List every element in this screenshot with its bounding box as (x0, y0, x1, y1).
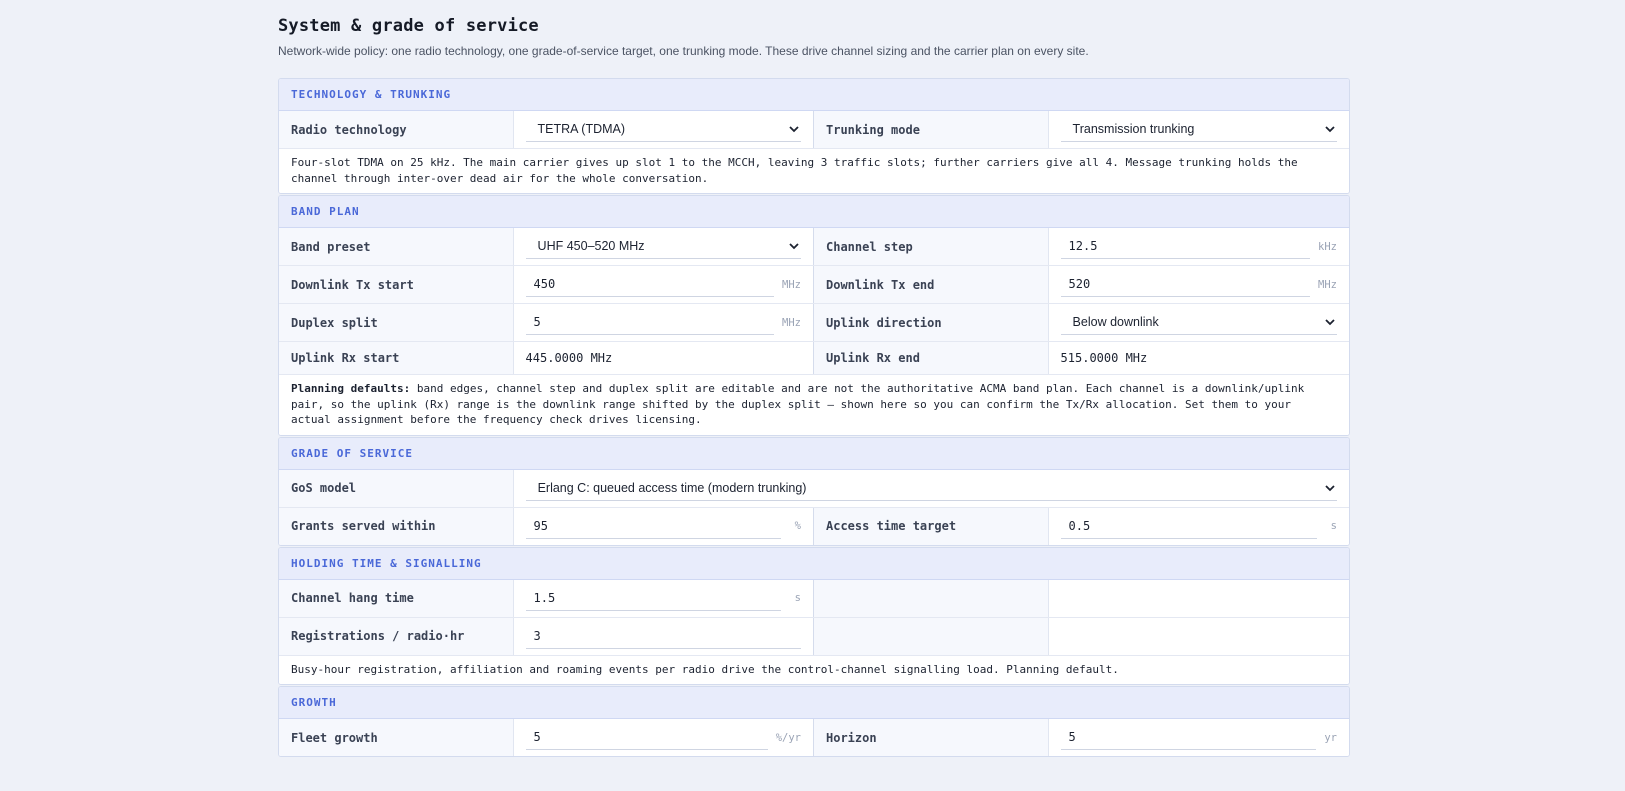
form-row (279, 375, 1349, 435)
downlink-end-label: Downlink Tx end (814, 266, 1049, 303)
band-preset-cell (514, 228, 814, 265)
page-subtitle: Network-wide policy: one radio technology, one grade-of-service target, one trunking mode. These drive channel sizing and the carrier plan on every site. (278, 44, 1089, 58)
chevron-down-icon (1323, 122, 1337, 136)
form-row (279, 149, 1349, 193)
empty-value-cell (1049, 618, 1349, 655)
downlink-start-unit: MHz (782, 278, 801, 291)
section-heading-holding: HOLDING TIME & SIGNALLING (279, 548, 1349, 580)
channel-step-input[interactable]: 12.5 (1061, 234, 1310, 259)
radio-technology-cell (514, 111, 814, 148)
form-row (279, 266, 1349, 304)
section-heading-band-plan: BAND PLAN (279, 196, 1349, 228)
uplink-end-value: 515.0000 MHz (1060, 351, 1148, 365)
form-row (279, 304, 1349, 342)
registrations-label: Registrations / radio·hr (279, 618, 514, 655)
band-preset-value: UHF 450–520 MHz (537, 239, 645, 253)
uplink-direction-value: Below downlink (1072, 315, 1159, 329)
fleet-growth-label: Fleet growth (279, 719, 514, 756)
registrations-cell (514, 618, 814, 655)
trunking-mode-value: Transmission trunking (1072, 122, 1195, 136)
page-title: System & grade of service (278, 16, 539, 36)
channel-step-cell (1049, 228, 1349, 265)
form-row (279, 508, 1349, 545)
form-row (279, 618, 1349, 656)
section-heading-technology: TECHNOLOGY & TRUNKING (279, 79, 1349, 111)
downlink-start-label: Downlink Tx start (279, 266, 514, 303)
note-bold: Planning defaults: (291, 382, 411, 395)
uplink-start-cell (514, 342, 814, 374)
empty-label-cell (814, 618, 1049, 655)
gos-model-cell (514, 470, 1349, 507)
horizon-cell (1049, 719, 1349, 756)
band-preset-label: Band preset (279, 228, 514, 265)
note-text: band edges, channel step and duplex split are editable and are not the authoritative ACMA band plan. Each channel is a downlink/uplink pair, so the uplink (Rx) range is the downlink range shifted by the duplex split — shown here so you can confirm the Tx/Rx allocation. Set them to your actual assignment before the frequency check drives licensing. (291, 382, 1305, 426)
band-plan-note (279, 375, 1349, 435)
trunking-mode-label: Trunking mode (814, 111, 1049, 148)
holding-note: Busy-hour registration, affiliation and roaming events per radio drive the control-channel signalling load. Planning default. (291, 662, 1119, 676)
settings-sections (278, 78, 1350, 758)
access-time-cell (1049, 508, 1349, 545)
duplex-split-label: Duplex split (279, 304, 514, 341)
registrations-input[interactable]: 3 (526, 624, 801, 649)
access-time-label: Access time target (814, 508, 1049, 545)
grants-input[interactable]: 95 (526, 514, 781, 539)
hang-time-input[interactable]: 1.5 (526, 586, 781, 611)
channel-step-label: Channel step (814, 228, 1049, 265)
uplink-start-value: 445.0000 MHz (525, 351, 613, 365)
uplink-direction-cell (1049, 304, 1349, 341)
form-row (279, 470, 1349, 508)
empty-label-cell (814, 580, 1049, 617)
horizon-unit: yr (1324, 731, 1337, 744)
section-gos (278, 437, 1350, 546)
form-row (279, 342, 1349, 375)
gos-model-label: GoS model (279, 470, 514, 507)
section-holding (278, 547, 1350, 686)
technology-note: Four-slot TDMA on 25 kHz. The main carrier gives up slot 1 to the MCCH, leaving 3 traffic slots; further carriers give all 4. Message trunking holds the channel through inter-over dead air for the whole conversation. (291, 156, 1298, 185)
section-growth (278, 686, 1350, 757)
form-row (279, 656, 1349, 685)
uplink-end-cell (1049, 342, 1349, 374)
grants-label: Grants served within (279, 508, 514, 545)
uplink-end-label: Uplink Rx end (814, 342, 1049, 374)
downlink-end-input[interactable]: 520 (1061, 272, 1310, 297)
fleet-growth-cell (514, 719, 814, 756)
duplex-split-input[interactable]: 5 (526, 310, 774, 335)
trunking-mode-select[interactable] (1061, 117, 1337, 142)
horizon-label: Horizon (814, 719, 1049, 756)
section-technology (278, 78, 1350, 194)
band-preset-select[interactable] (526, 234, 801, 259)
channel-step-unit: kHz (1318, 240, 1337, 253)
fleet-growth-input[interactable]: 5 (526, 725, 768, 750)
downlink-end-unit: MHz (1318, 278, 1337, 291)
section-heading-gos: GRADE OF SERVICE (279, 438, 1349, 470)
duplex-split-cell (514, 304, 814, 341)
radio-technology-label: Radio technology (279, 111, 514, 148)
form-row (279, 228, 1349, 266)
form-row (279, 580, 1349, 618)
hang-time-cell (514, 580, 814, 617)
chevron-down-icon (787, 239, 801, 253)
chevron-down-icon (1323, 315, 1337, 329)
hang-time-unit: s (794, 592, 801, 604)
hang-time-label: Channel hang time (279, 580, 514, 617)
radio-technology-select[interactable] (526, 117, 801, 142)
gos-model-select[interactable] (526, 476, 1337, 501)
radio-technology-value: TETRA (TDMA) (537, 122, 626, 136)
access-time-unit: s (1330, 520, 1337, 532)
form-row (279, 111, 1349, 149)
grants-cell (514, 508, 814, 545)
downlink-start-cell (514, 266, 814, 303)
downlink-start-input[interactable]: 450 (526, 272, 774, 297)
empty-value-cell (1049, 580, 1349, 617)
gos-model-value: Erlang C: queued access time (modern trunking) (537, 480, 807, 495)
uplink-direction-select[interactable] (1061, 310, 1337, 335)
uplink-start-label: Uplink Rx start (279, 342, 514, 374)
access-time-input[interactable]: 0.5 (1061, 514, 1317, 539)
section-band-plan (278, 195, 1350, 436)
uplink-direction-label: Uplink direction (814, 304, 1049, 341)
trunking-mode-cell (1049, 111, 1349, 148)
horizon-input[interactable]: 5 (1061, 725, 1317, 750)
grants-unit: % (794, 520, 801, 532)
downlink-end-cell (1049, 266, 1349, 303)
chevron-down-icon (1323, 481, 1337, 495)
form-row (279, 719, 1349, 756)
duplex-split-unit: MHz (782, 316, 801, 329)
fleet-growth-unit: %/yr (775, 731, 801, 744)
chevron-down-icon (787, 122, 801, 136)
section-heading-growth: GROWTH (279, 687, 1349, 719)
